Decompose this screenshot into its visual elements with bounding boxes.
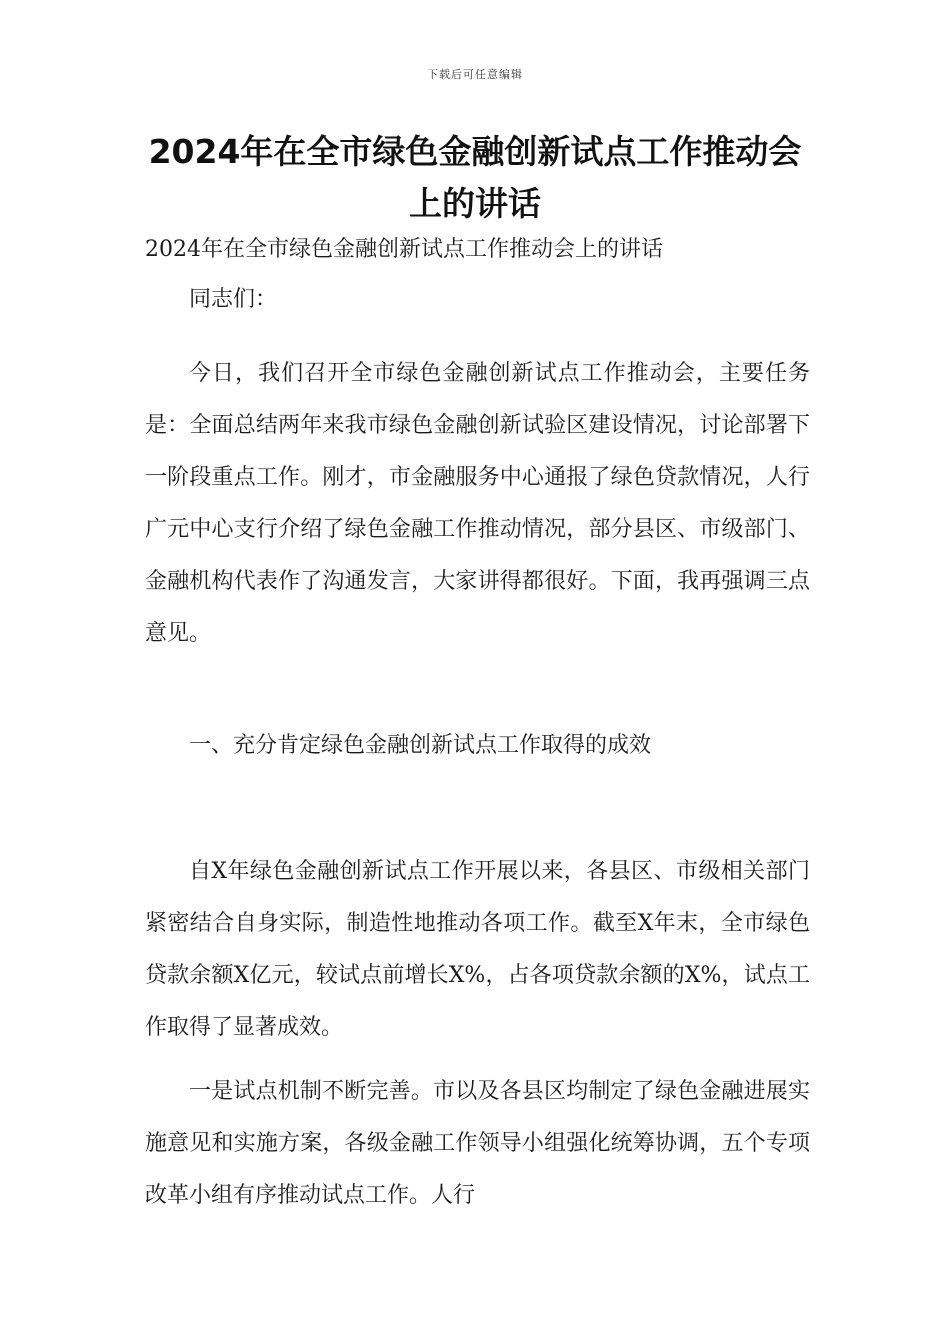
paragraph-achievements: 自X年绿色金融创新试点工作开展以来，各县区、市级相关部门紧密结合自身实际，制造性地推动各项工作。截至X年末，全市绿色贷款余额X亿元，较试点前增长X%，占各项贷款余额的X%，试点工作取得了显著成效。 [145, 859, 811, 1040]
paragraph-mechanism: 一是试点机制不断完善。市以及各县区均制定了绿色金融进展实施意见和实施方案，各级金融工作领导小组强化统筹协调，五个专项改革小组有序推动试点工作。人行 [145, 1079, 810, 1208]
document-title: 2024年在全市绿色金融创新试点工作推动会上的讲话 [148, 132, 802, 223]
section-heading: 一、充分肯定绿色金融创新试点工作取得的成效 [189, 733, 652, 758]
paragraph-opening: 今日，我们召开全市绿色金融创新试点工作推动会，主要任务是：全面总结两年来我市绿色金融创新试验区建设情况，讨论部署下一阶段重点工作。刚才，市金融服务中心通报了绿色贷款情况，人行广元中心支行介绍了绿色金融工作推动情况，部分县区、市级部门、金融机构代表作了沟通发言，大家讲得都很好。下面，我再强调三点意见。 [145, 361, 810, 646]
header-note: 下载后可任意编辑 [427, 68, 523, 81]
salutation: 同志们： [189, 287, 278, 312]
document-subtitle: 2024年在全市绿色金融创新试点工作推动会上的讲话 [145, 237, 663, 262]
